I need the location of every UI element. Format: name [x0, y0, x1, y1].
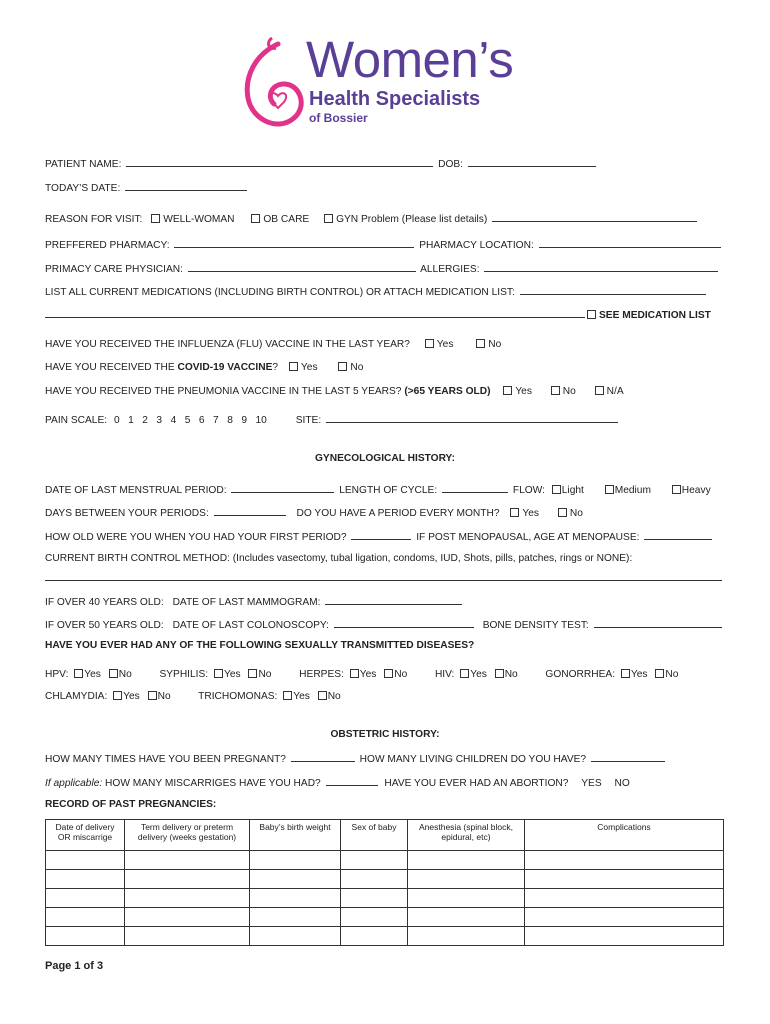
first-period-label: HOW OLD WERE YOU WHEN YOU HAD YOUR FIRST PERIOD?	[45, 532, 347, 543]
syphilis-no-label: No	[258, 669, 272, 680]
pneumonia-no-checkbox[interactable]	[551, 386, 560, 395]
ob-care-label: OB CARE	[263, 214, 310, 225]
gyn-problem-field[interactable]	[492, 211, 697, 222]
pregnant-row	[45, 751, 667, 765]
gonorrhea-no-label: No	[665, 669, 679, 680]
trichomonas-label: TRICHOMONAS:	[198, 691, 278, 702]
over50-label: IF OVER 50 YEARS OLD:	[45, 620, 164, 631]
pneumonia-question: HAVE YOU RECEIVED THE PNEUMONIA VACCINE IN THE LAST 5 YEARS?	[45, 386, 402, 397]
std-row-1	[45, 669, 678, 680]
covid-no-checkbox[interactable]	[338, 362, 347, 371]
covid-no-label: No	[350, 362, 364, 373]
herpes-yes-label: Yes	[359, 669, 377, 680]
logo-location: of Bossier	[309, 111, 368, 125]
hpv-no-checkbox[interactable]	[109, 669, 118, 678]
times-pregnant-field[interactable]	[291, 751, 355, 762]
pcp-field[interactable]	[188, 261, 416, 272]
col-complications: Complications	[525, 820, 724, 851]
days-between-row	[45, 505, 583, 519]
medications-field[interactable]	[520, 284, 706, 295]
trichomonas-no-label: No	[327, 691, 341, 702]
flow-light-label: Light	[561, 485, 584, 496]
dob-field[interactable]	[468, 156, 596, 167]
bone-density-label: BONE DENSITY TEST:	[482, 620, 589, 631]
lmp-field[interactable]	[231, 482, 334, 493]
bone-density-field[interactable]	[594, 617, 722, 628]
hpv-label: HPV:	[45, 669, 69, 680]
ob-care-checkbox[interactable]	[251, 214, 260, 223]
pharmacy-location-label: PHARMACY LOCATION:	[419, 240, 534, 251]
flu-yes-checkbox[interactable]	[425, 339, 434, 348]
syphilis-yes-label: Yes	[223, 669, 241, 680]
pain-scale-label: PAIN SCALE:	[45, 415, 108, 426]
colonoscopy-label: DATE OF LAST COLONOSCOPY:	[172, 620, 329, 631]
col-term-delivery: Term delivery or preterm delivery (weeks gestation)	[125, 820, 250, 851]
menopause-field[interactable]	[644, 529, 712, 540]
pcp-row	[45, 261, 720, 275]
col-anesthesia: Anesthesia (spinal block, epidural, etc)	[408, 820, 525, 851]
birth-control-row-2	[45, 570, 724, 584]
page-number: Page 1 of 3	[45, 960, 104, 972]
every-month-no-checkbox[interactable]	[558, 508, 567, 517]
syphilis-no-checkbox[interactable]	[248, 669, 257, 678]
abortion-no-option[interactable]: NO	[614, 778, 630, 789]
covid-question-post: ?	[272, 362, 279, 373]
pain-scale-values[interactable]: 0 1 2 3 4 5 6 7 8 9 10	[113, 415, 267, 426]
well-woman-label: WELL-WOMAN	[163, 214, 235, 225]
past-pregnancies-table	[45, 819, 724, 946]
logo-subtitle: Health Specialists	[309, 88, 481, 110]
every-month-yes-label: Yes	[522, 508, 540, 519]
flu-yes-label: Yes	[436, 339, 454, 350]
covid-question-pre: HAVE YOU RECEIVED THE	[45, 362, 178, 373]
flow-light-checkbox[interactable]	[552, 485, 561, 494]
ob-history-heading: OBSTETRIC HISTORY:	[330, 729, 440, 740]
gyn-history-heading: GYNECOLOGICAL HISTORY:	[315, 453, 455, 464]
medications-label: LIST ALL CURRENT MEDICATIONS (INCLUDING BIRTH CONTROL) OR ATTACH MEDICATION LIST:	[45, 287, 515, 298]
herpes-label: HERPES:	[299, 669, 344, 680]
patient-name-field[interactable]	[126, 156, 433, 167]
gyn-problem-checkbox[interactable]	[324, 214, 333, 223]
cycle-label: LENGTH OF CYCLE:	[339, 485, 438, 496]
if-applicable-label: If applicable:	[45, 778, 103, 789]
hiv-no-checkbox[interactable]	[495, 669, 504, 678]
table-row	[46, 851, 724, 870]
covid-vaccine-row	[45, 362, 363, 373]
times-pregnant-label: HOW MANY TIMES HAVE YOU BEEN PREGNANT?	[45, 754, 286, 765]
mammogram-label: DATE OF LAST MAMMOGRAM:	[172, 597, 321, 608]
abortion-label: HAVE YOU EVER HAD AN ABORTION?	[384, 778, 569, 789]
covid-yes-checkbox[interactable]	[289, 362, 298, 371]
record-past-pregnancies-heading: RECORD OF PAST PREGNANCIES:	[45, 799, 217, 810]
see-medication-list-label: SEE MEDICATION LIST	[599, 310, 711, 321]
table-row	[46, 927, 724, 946]
col-date-of-delivery: Date of delivery OR miscarrige	[46, 820, 125, 851]
pharmacy-label: PREFFERED PHARMACY:	[45, 240, 170, 251]
trichomonas-no-checkbox[interactable]	[318, 691, 327, 700]
chlamydia-yes-checkbox[interactable]	[113, 691, 122, 700]
medications-field-2[interactable]	[45, 307, 585, 318]
logo-swirl-icon	[238, 36, 308, 136]
dob-label: DOB:	[438, 159, 464, 170]
mammogram-field[interactable]	[325, 594, 462, 605]
medications-row	[45, 284, 708, 298]
cycle-field[interactable]	[442, 482, 508, 493]
miscarriages-label: HOW MANY MISCARRIGES HAVE YOU HAD?	[105, 778, 321, 789]
todays-date-label: TODAY’S DATE:	[45, 183, 121, 194]
gonorrhea-label: GONORRHEA:	[545, 669, 616, 680]
flow-label: FLOW:	[512, 485, 545, 496]
pneumonia-no-label: No	[562, 386, 576, 397]
every-month-no-label: No	[569, 508, 583, 519]
practice-logo	[238, 31, 538, 136]
chlamydia-no-checkbox[interactable]	[148, 691, 157, 700]
hpv-yes-checkbox[interactable]	[74, 669, 83, 678]
colonoscopy-row	[45, 617, 724, 631]
flu-vaccine-row	[45, 339, 501, 350]
mammogram-row	[45, 594, 464, 608]
over40-label: IF OVER 40 YEARS OLD:	[45, 597, 164, 608]
days-between-label: DAYS BETWEEN YOUR PERIODS:	[45, 508, 209, 519]
flow-medium-checkbox[interactable]	[605, 485, 614, 494]
logo-title: Women’s	[306, 31, 514, 88]
todays-date-field[interactable]	[125, 180, 247, 191]
flow-heavy-label: Heavy	[681, 485, 711, 496]
miscarriages-field[interactable]	[326, 775, 378, 786]
table-header-row	[46, 820, 724, 851]
flu-no-checkbox[interactable]	[476, 339, 485, 348]
flu-no-label: No	[488, 339, 502, 350]
reason-for-visit-row	[45, 211, 699, 225]
every-month-yes-checkbox[interactable]	[510, 508, 519, 517]
flow-medium-label: Medium	[614, 485, 651, 496]
birth-control-field[interactable]	[45, 570, 722, 581]
allergies-field[interactable]	[484, 261, 718, 272]
lmp-row	[45, 482, 711, 496]
pneumonia-na-label: N/A	[606, 386, 624, 397]
hiv-no-label: No	[504, 669, 518, 680]
pneumonia-yes-checkbox[interactable]	[503, 386, 512, 395]
gonorrhea-yes-label: Yes	[630, 669, 648, 680]
see-medication-list-checkbox[interactable]	[587, 310, 596, 319]
trichomonas-yes-label: Yes	[293, 691, 310, 702]
syphilis-label: SYPHILIS:	[159, 669, 209, 680]
col-birth-weight: Baby’s birth weight	[250, 820, 341, 851]
allergies-label: ALLERGIES:	[420, 264, 480, 275]
patient-name-row	[45, 156, 598, 170]
days-between-field[interactable]	[214, 505, 286, 516]
chlamydia-label: CHLAMYDIA:	[45, 691, 108, 702]
living-children-label: HOW MANY LIVING CHILDREN DO YOU HAVE?	[359, 754, 587, 765]
gyn-problem-label: GYN Problem (Please list details)	[336, 214, 488, 225]
flow-heavy-checkbox[interactable]	[672, 485, 681, 494]
col-sex-of-baby: Sex of baby	[341, 820, 408, 851]
trichomonas-yes-checkbox[interactable]	[283, 691, 292, 700]
pneumonia-na-checkbox[interactable]	[595, 386, 604, 395]
pharmacy-location-field[interactable]	[539, 237, 721, 248]
birth-control-row	[45, 553, 724, 564]
std-row-2	[45, 691, 341, 702]
herpes-no-checkbox[interactable]	[384, 669, 393, 678]
living-children-field[interactable]	[591, 751, 665, 762]
gonorrhea-yes-checkbox[interactable]	[621, 669, 630, 678]
gonorrhea-no-checkbox[interactable]	[655, 669, 664, 678]
pharmacy-row	[45, 237, 723, 251]
hiv-label: HIV:	[434, 669, 455, 680]
pneumonia-yes-label: Yes	[515, 386, 532, 397]
well-woman-checkbox[interactable]	[151, 214, 160, 223]
table-row	[46, 908, 724, 927]
hiv-yes-label: Yes	[470, 669, 487, 680]
miscarriage-row	[45, 775, 630, 789]
colonoscopy-field[interactable]	[334, 617, 474, 628]
pain-scale-row	[45, 412, 620, 426]
hpv-yes-label: Yes	[84, 669, 101, 680]
menopause-label: IF POST MENOPAUSAL, AGE AT MENOPAUSE:	[416, 532, 640, 543]
medications-row-2	[45, 307, 711, 321]
todays-date-row	[45, 180, 249, 194]
pcp-label: PRIMACY CARE PHYSICIAN:	[45, 264, 183, 275]
pneumonia-vaccine-row	[45, 386, 624, 397]
reason-label: REASON FOR VISIT:	[45, 214, 143, 225]
pneumonia-age-note: (>65 YEARS OLD)	[404, 386, 491, 397]
covid-yes-label: Yes	[300, 362, 318, 373]
every-month-question: DO YOU HAVE A PERIOD EVERY MONTH?	[296, 508, 500, 519]
covid-question-bold: COVID-19 VACCINE	[177, 362, 273, 373]
birth-control-label: CURRENT BIRTH CONTROL METHOD: (Includes vasectomy, tubal ligation, condoms, IUD, Shots, pills, patches, rings or NONE):	[45, 553, 633, 564]
chlamydia-no-label: No	[157, 691, 171, 702]
pain-site-field[interactable]	[326, 412, 618, 423]
abortion-yes-option[interactable]: YES	[581, 778, 602, 789]
std-heading: HAVE YOU EVER HAD ANY OF THE FOLLOWING SEXUALLY TRANSMITTED DISEASES?	[45, 640, 475, 651]
lmp-label: DATE OF LAST MENSTRUAL PERIOD:	[45, 485, 227, 496]
patient-name-label: PATIENT NAME:	[45, 159, 122, 170]
syphilis-yes-checkbox[interactable]	[214, 669, 223, 678]
first-period-row	[45, 529, 714, 543]
hiv-yes-checkbox[interactable]	[460, 669, 469, 678]
herpes-no-label: No	[394, 669, 408, 680]
herpes-yes-checkbox[interactable]	[350, 669, 359, 678]
table-row	[46, 889, 724, 908]
chlamydia-yes-label: Yes	[123, 691, 140, 702]
pain-site-label: SITE:	[295, 415, 322, 426]
pharmacy-field[interactable]	[174, 237, 414, 248]
table-row	[46, 870, 724, 889]
first-period-field[interactable]	[351, 529, 411, 540]
flu-question: HAVE YOU RECEIVED THE INFLUENZA (FLU) VACCINE IN THE LAST YEAR?	[45, 339, 410, 350]
hpv-no-label: No	[118, 669, 132, 680]
